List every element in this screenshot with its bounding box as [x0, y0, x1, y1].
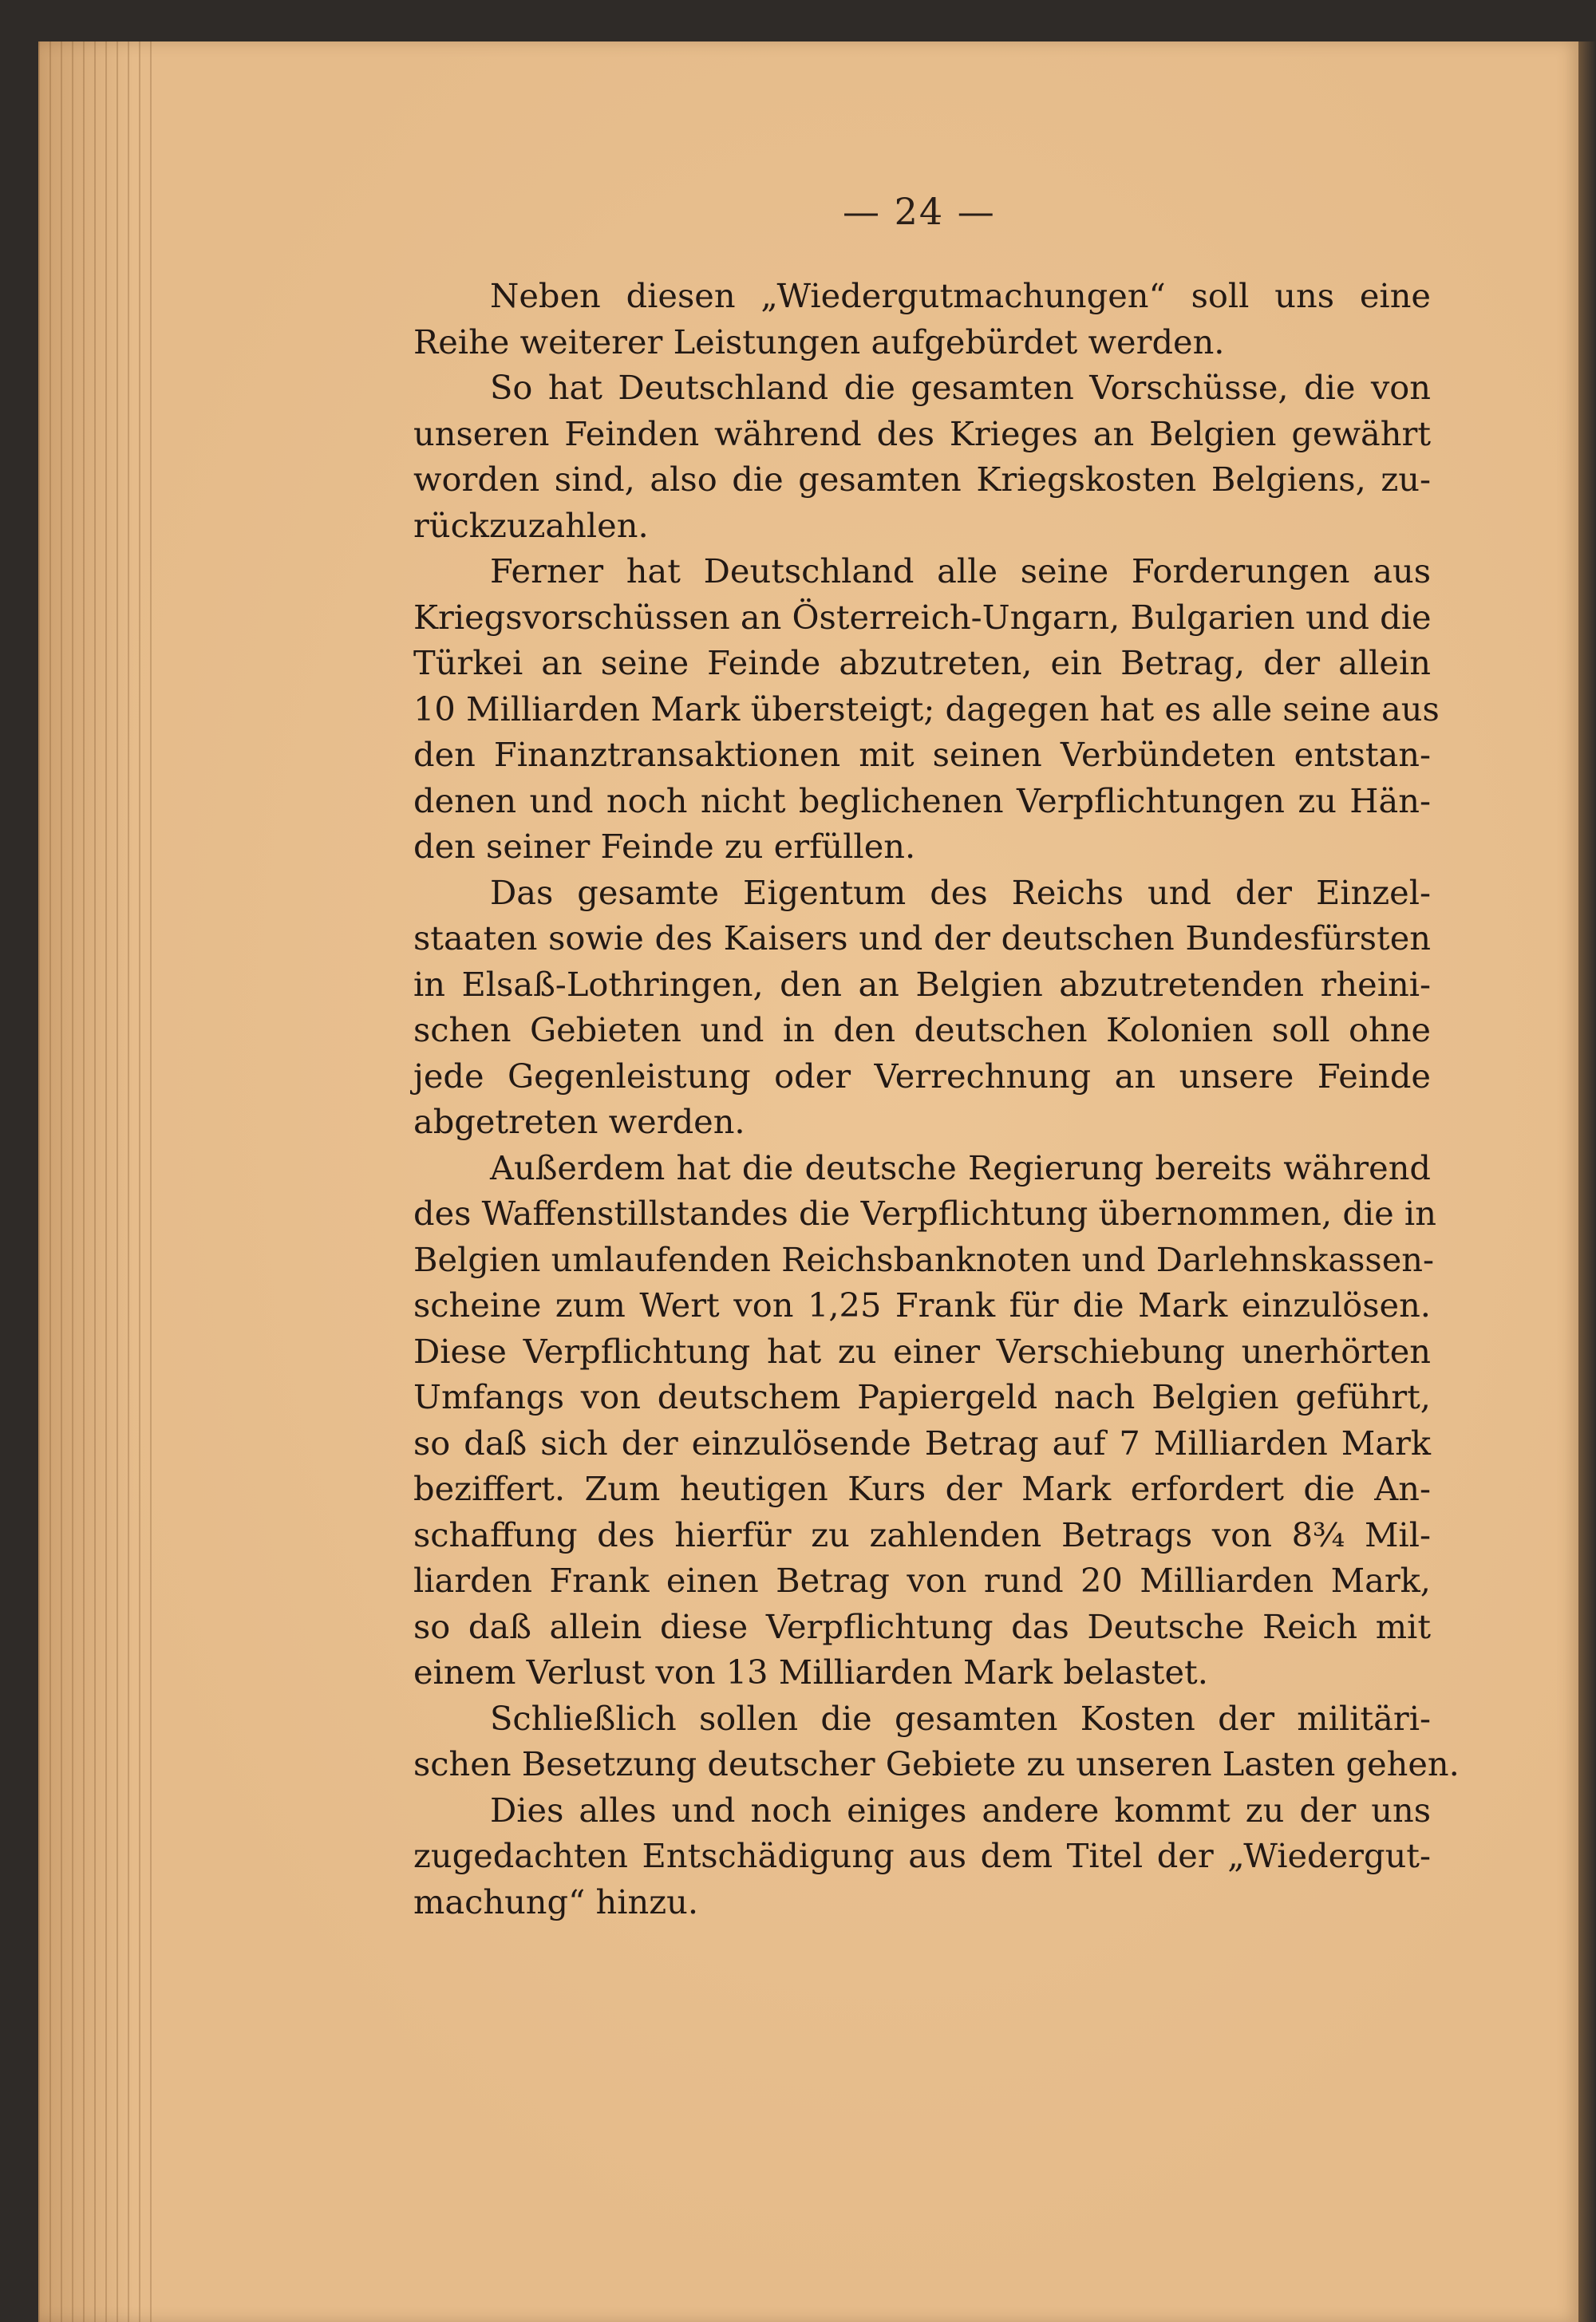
page-number: — 24 — — [843, 190, 996, 233]
paragraph-4 — [413, 870, 1431, 1145]
text-line: des Waffenstillstandes die Verpflichtung übernommen, die in — [413, 1194, 1436, 1233]
text-line: den Finanztransaktionen mit seinen Verbündeten entstan- — [413, 735, 1431, 774]
page-edges — [38, 41, 158, 2322]
text-line: schen Gebieten und in den deutschen Kolonien soll ohne — [413, 1010, 1431, 1049]
text-line: Außerdem hat die deutsche Regierung bereits während — [490, 1147, 1431, 1187]
text-line: Reihe weiterer Leistungen aufgebürdet werden. — [413, 322, 1225, 361]
paragraph-1 — [413, 273, 1431, 365]
paragraph-2 — [413, 365, 1431, 548]
text-line: so daß allein diese Verpflichtung das Deutsche Reich mit — [413, 1606, 1431, 1646]
text-line: 10 Milliarden Mark übersteigt; dagegen hat es alle seine aus — [413, 689, 1440, 729]
paragraph-6 — [413, 1696, 1460, 1787]
text-line: abgetreten werden. — [413, 1102, 745, 1141]
text-line: Ferner hat Deutschland alle seine Forderungen aus — [490, 551, 1431, 590]
text-line: Kriegsvorschüssen an Österreich-Ungarn, Bulgarien und die — [413, 597, 1432, 637]
paragraph-7 — [413, 1787, 1431, 1925]
binding-shadow — [1578, 41, 1596, 2322]
text-line: Dies alles und noch einiges andere kommt zu der uns — [490, 1790, 1431, 1830]
text-line: jede Gegenleistung oder Verrechnung an unsere Feinde — [413, 1056, 1431, 1096]
text-line: zugedachten Entschädigung aus dem Titel der „Wiedergut- — [413, 1836, 1431, 1875]
text-line: liarden Frank einen Betrag von rund 20 Milliarden Mark, — [413, 1561, 1431, 1600]
text-line: so daß sich der einzulösende Betrag auf 7 Milliarden Mark — [413, 1423, 1431, 1463]
paragraph-5 — [413, 1145, 1436, 1696]
paragraph-3 — [413, 548, 1440, 870]
text-line: machung“ hinzu. — [413, 1882, 699, 1921]
text-line: Umfangs von deutschem Papiergeld nach Belgien geführt, — [413, 1377, 1431, 1416]
text-line: So hat Deutschland die gesamten Vorschüsse, die von — [490, 368, 1431, 407]
text-line: Belgien umlaufenden Reichsbanknoten und Darlehnskassen- — [413, 1239, 1435, 1279]
text-line: beziffert. Zum heutigen Kurs der Mark erfordert die An- — [413, 1469, 1431, 1508]
text-line: staaten sowie des Kaisers und der deutschen Bundesfürsten — [413, 918, 1431, 958]
text-line: Schließlich sollen die gesamten Kosten der militäri- — [490, 1698, 1431, 1738]
text-line: schaffung des hierfür zu zahlenden Betrags von 8¾ Mil- — [413, 1514, 1431, 1554]
text-line: unseren Feinden während des Krieges an Belgien gewährt — [413, 413, 1431, 453]
text-line: Neben diesen „Wiedergutmachungen“ soll uns eine — [490, 276, 1431, 315]
text-line: rückzuzahlen. — [413, 505, 649, 545]
text-line: in Elsaß-Lothringen, den an Belgien abzutretenden rheini- — [413, 964, 1431, 1004]
text-line: Das gesamte Eigentum des Reichs und der Einzel- — [490, 872, 1431, 912]
text-line: einem Verlust von 13 Milliarden Mark belastet. — [413, 1653, 1208, 1692]
text-line: den seiner Feinde zu erfüllen. — [413, 827, 916, 866]
text-line: worden sind, also die gesamten Kriegskosten Belgiens, zu- — [413, 460, 1431, 499]
text-line: Türkei an seine Feinde abzutreten, ein Betrag, der allein — [413, 643, 1431, 682]
body-text — [413, 273, 1460, 1925]
text-line: Diese Verpflichtung hat zu einer Verschiebung unerhörten — [413, 1331, 1431, 1371]
text-line: scheine zum Wert von 1,25 Frank für die Mark einzulösen. — [413, 1285, 1431, 1325]
text-line: schen Besetzung deutscher Gebiete zu unseren Lasten gehen. — [413, 1744, 1460, 1783]
text-line: denen und noch nicht beglichenen Verpflichtungen zu Hän- — [413, 780, 1431, 820]
